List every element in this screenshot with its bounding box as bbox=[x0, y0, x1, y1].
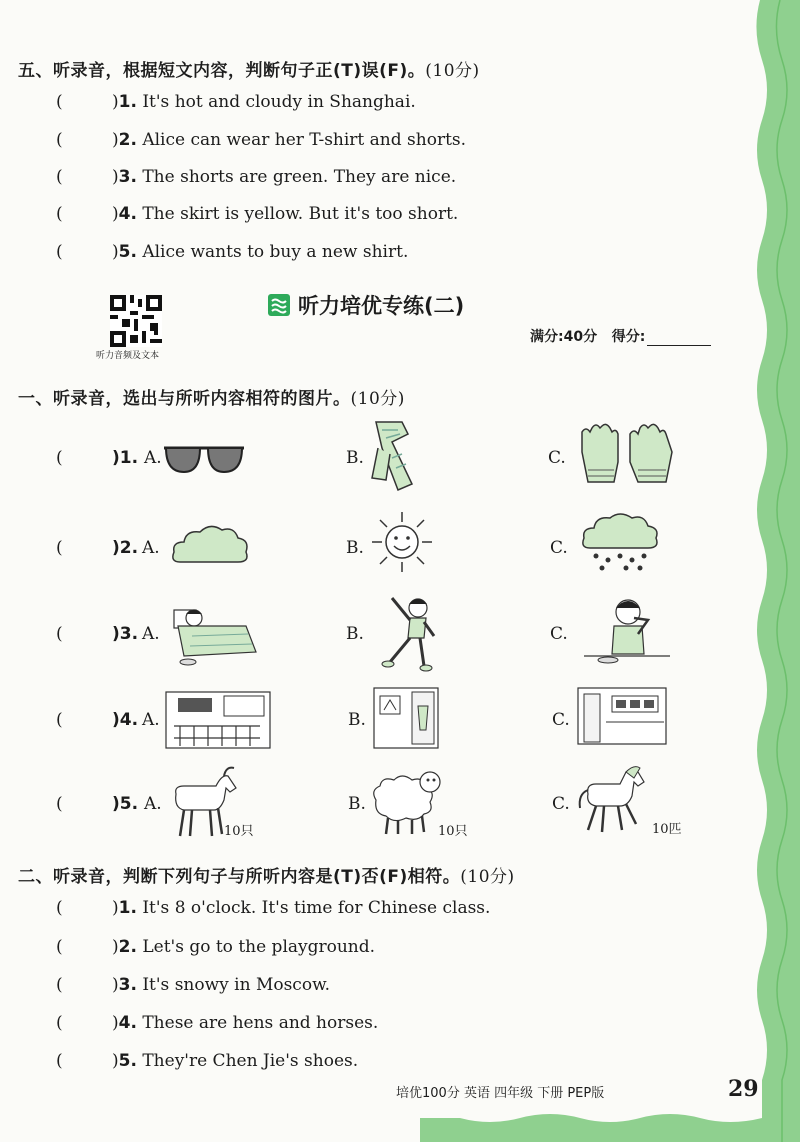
section5-item-2: ( )2. Alice can wear her T-shirt and shorts. bbox=[56, 130, 467, 150]
art-room-icon[interactable] bbox=[372, 686, 440, 750]
count-label-c: 10匹 bbox=[652, 822, 682, 837]
section2-item-4: ( )4. These are hens and horses. bbox=[56, 1013, 379, 1033]
question-number: )3. bbox=[112, 624, 139, 644]
answer-paren[interactable]: ( bbox=[56, 538, 63, 558]
section1-title-text: 一、听录音，选出与所听内容相符的图片。 bbox=[18, 389, 351, 409]
option-c-label[interactable]: C. bbox=[550, 538, 568, 558]
answer-paren[interactable]: ( bbox=[56, 167, 63, 187]
classroom-icon[interactable] bbox=[164, 690, 272, 750]
option-b-label[interactable]: B. bbox=[346, 448, 364, 468]
option-c-label[interactable]: C. bbox=[552, 710, 570, 730]
section2-item-3: ( )3. It's snowy in Moscow. bbox=[56, 975, 331, 995]
section5-title-text: 五、听录音，根据短文内容，判断句子正(T)误(F)。 bbox=[18, 61, 426, 81]
section1-points: (10分) bbox=[350, 389, 405, 409]
practice-title-text: 听力培优专练(二) bbox=[298, 294, 465, 318]
answer-paren[interactable]: ( bbox=[56, 1051, 63, 1071]
section5-item-4: ( )4. The skirt is yellow. But it's too short. bbox=[56, 204, 459, 224]
count-label-a: 10只 bbox=[224, 824, 254, 839]
answer-paren[interactable]: ( bbox=[56, 448, 63, 468]
answer-paren[interactable]: ( bbox=[56, 92, 63, 112]
count-label-b: 10只 bbox=[438, 824, 468, 839]
section2-title bbox=[18, 862, 515, 887]
answer-paren[interactable]: ( bbox=[56, 624, 63, 644]
qr-caption: 听力音频及文本 bbox=[96, 351, 160, 361]
gloves-icon[interactable] bbox=[576, 422, 676, 488]
question-number: )4. bbox=[112, 710, 139, 730]
section5-item-1: ( )1. It's hot and cloudy in Shanghai. bbox=[56, 92, 416, 112]
answer-paren[interactable]: ( bbox=[56, 242, 63, 262]
section5-item-5: ( )5. Alice wants to buy a new shirt. bbox=[56, 242, 409, 262]
option-c-label[interactable]: C. bbox=[552, 794, 570, 814]
computer-room-icon[interactable] bbox=[576, 686, 668, 746]
sunglasses-icon[interactable] bbox=[162, 442, 246, 478]
section5-title bbox=[18, 56, 480, 81]
scarf-icon[interactable] bbox=[368, 418, 430, 494]
section2-item-1: ( )1. It's 8 o'clock. It's time for Chinese class. bbox=[56, 898, 491, 918]
sheep-icon[interactable] bbox=[368, 766, 446, 836]
boy-in-bed-icon[interactable] bbox=[168, 602, 260, 668]
option-c-label[interactable]: C. bbox=[550, 624, 568, 644]
answer-paren[interactable]: ( bbox=[56, 794, 63, 814]
score-blank[interactable] bbox=[647, 329, 711, 346]
answer-paren[interactable]: ( bbox=[56, 898, 63, 918]
score-line bbox=[530, 326, 711, 346]
section2-item-5: ( )5. They're Chen Jie's shoes. bbox=[56, 1051, 359, 1071]
answer-paren[interactable]: ( bbox=[56, 975, 63, 995]
option-a-label[interactable]: A. bbox=[142, 710, 160, 730]
option-b-label[interactable]: B. bbox=[346, 624, 364, 644]
option-b-label[interactable]: B. bbox=[348, 710, 366, 730]
page-number: 29 bbox=[728, 1076, 759, 1102]
practice-title bbox=[268, 290, 464, 320]
section2-points: (10分) bbox=[460, 867, 515, 887]
answer-paren[interactable]: ( bbox=[56, 710, 63, 730]
section5-item-3: ( )3. The shorts are green. They are nice. bbox=[56, 167, 457, 187]
answer-paren[interactable]: ( bbox=[56, 1013, 63, 1033]
section5-points: (10分) bbox=[425, 61, 480, 81]
footer-text: 培优100分 英语 四年级 下册 PEP版 bbox=[396, 1086, 605, 1101]
qr-code-icon[interactable] bbox=[110, 295, 162, 347]
question-number: )5. bbox=[112, 794, 139, 814]
sun-icon[interactable] bbox=[370, 510, 434, 574]
score-label: 得分: bbox=[611, 329, 646, 345]
option-a-label[interactable]: A. bbox=[142, 538, 160, 558]
answer-paren[interactable]: ( bbox=[56, 204, 63, 224]
full-score: 满分:40分 bbox=[530, 329, 598, 345]
answer-paren[interactable]: ( bbox=[56, 937, 63, 957]
section1-title bbox=[18, 384, 405, 409]
option-a-label[interactable]: A. bbox=[142, 624, 160, 644]
option-b-label[interactable]: B. bbox=[346, 538, 364, 558]
snow-cloud-icon[interactable] bbox=[580, 512, 660, 574]
section2-item-2: ( )2. Let's go to the playground. bbox=[56, 937, 376, 957]
option-a-label[interactable]: A. bbox=[144, 794, 162, 814]
section2-title-text: 二、听录音，判断下列句子与所听内容是(T)否(F)相符。 bbox=[18, 867, 461, 887]
option-a-label[interactable]: A. bbox=[144, 448, 162, 468]
option-b-label[interactable]: B. bbox=[348, 794, 366, 814]
boy-exercising-icon[interactable] bbox=[372, 592, 440, 672]
boy-brushing-teeth-icon[interactable] bbox=[578, 594, 670, 668]
option-c-label[interactable]: C. bbox=[548, 448, 566, 468]
answer-paren[interactable]: ( bbox=[56, 130, 63, 150]
question-number: )1. bbox=[112, 448, 139, 468]
wave-badge-icon bbox=[268, 294, 290, 316]
question-number: )2. bbox=[112, 538, 139, 558]
horse-icon[interactable] bbox=[574, 764, 654, 836]
cloud-icon[interactable] bbox=[170, 520, 252, 570]
